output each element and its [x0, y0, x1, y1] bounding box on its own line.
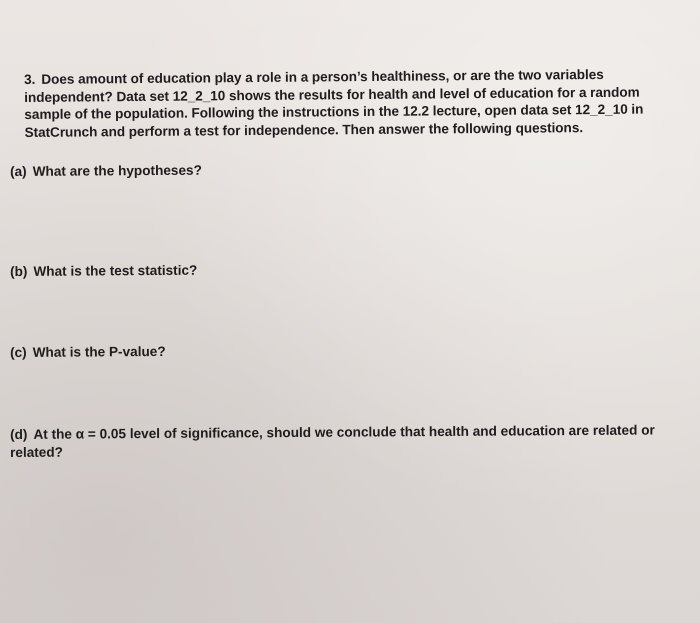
part-a-label: (a): [10, 163, 27, 179]
part-a: [10, 162, 202, 181]
part-c-label: (c): [10, 344, 27, 360]
question-3: [24, 65, 685, 141]
question-line-4: StatCrunch and perform a test for independence. Then answer the following questions.: [24, 119, 584, 140]
part-d: [10, 421, 700, 444]
part-b-label: (b): [10, 263, 28, 279]
question-line-3: sample of the population. Following the instructions in the 12.2 lecture, open data set 12_2_10 in: [24, 101, 644, 123]
question-number: 3.: [24, 71, 36, 87]
part-d-text: At the α = 0.05 level of significance, should we conclude that health and education are related or: [33, 422, 655, 442]
part-c-text: What is the P-value?: [32, 343, 166, 360]
part-b-text: What is the test statistic?: [33, 262, 198, 279]
question-line-2: independent? Data set 12_2_10 shows the results for health and level of education for a random: [24, 84, 640, 105]
part-b: [10, 262, 197, 281]
part-a-text: What are the hypotheses?: [32, 162, 202, 179]
part-c: [10, 343, 166, 362]
question-text-line-1: Does amount of education play a role in a person’s healthiness, or are the two variables: [41, 66, 604, 87]
part-d-label: (d): [10, 426, 28, 442]
part-d-continuation: related?: [10, 444, 64, 460]
